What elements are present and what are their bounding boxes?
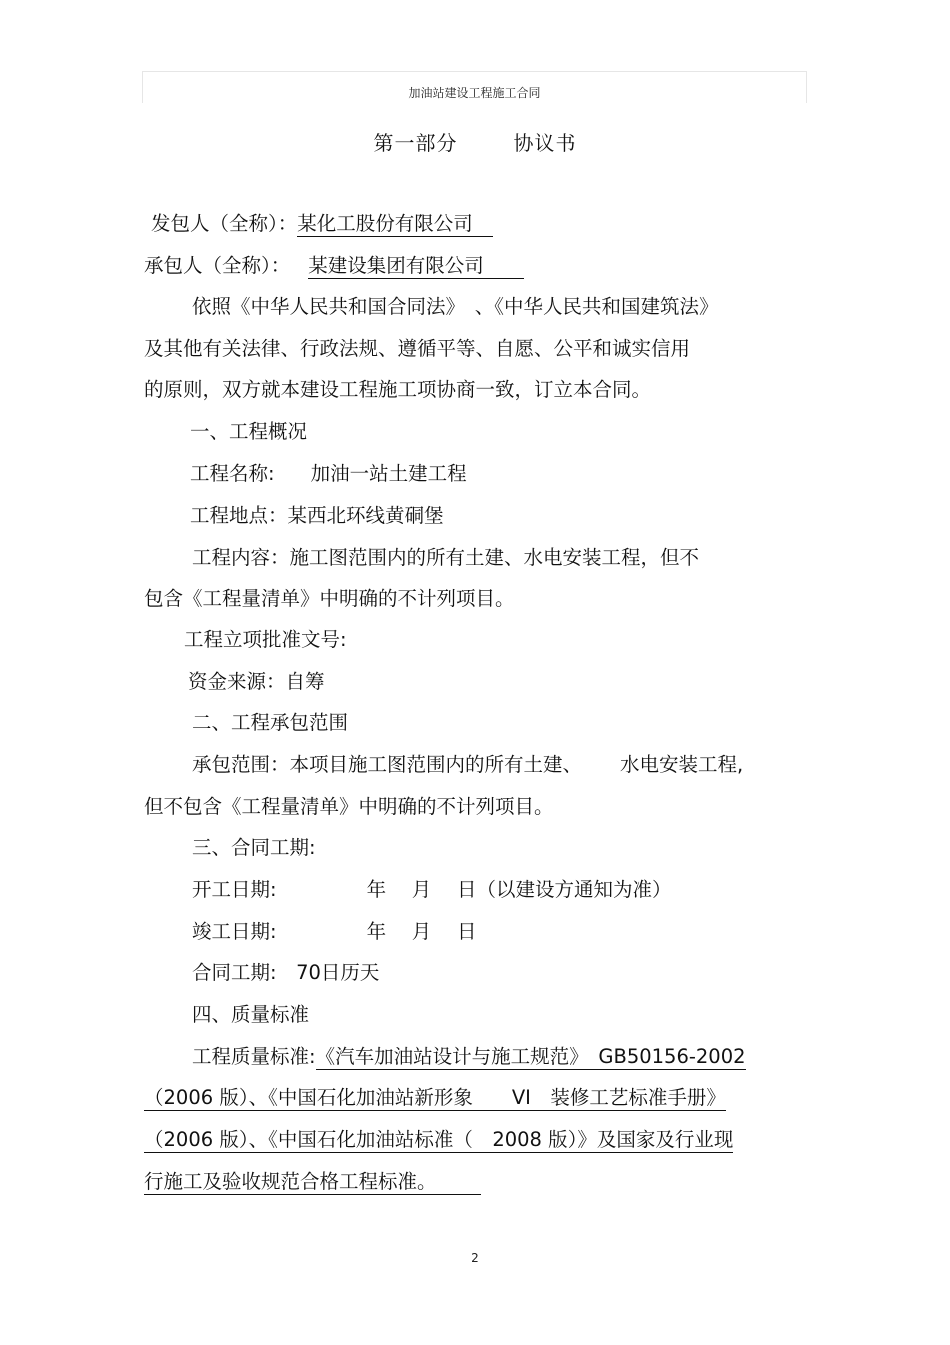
section2-heading: 二、工程承包范围	[192, 711, 349, 734]
contractor-label: 承包人（全称）：	[144, 254, 291, 277]
employer-line	[151, 211, 493, 237]
scope-line-1	[192, 752, 743, 778]
project-content-2: 包含《工程量清单》中明确的不计列项目。	[144, 587, 515, 610]
quality-label: 工程质量标准:	[192, 1045, 316, 1068]
title-part: 第一部分	[373, 131, 458, 155]
project-name-line	[190, 461, 467, 487]
project-location: 工程地点：某西北环线黄硐堡	[190, 504, 444, 527]
contract-duration: 合同工期: 70日历天	[192, 961, 380, 984]
quality-standard-2: （2006 版）、《中国石化加油站新形象 VI 装修工艺标准手册》	[144, 1086, 726, 1109]
contractor-name: 某建设集团有限公司	[308, 254, 524, 279]
funding-source: 资金来源：自筹	[188, 670, 325, 693]
page-title	[0, 127, 950, 156]
start-date-line	[192, 877, 671, 903]
project-name-label: 工程名称:	[190, 462, 275, 485]
section1-heading: 一、工程概况	[190, 420, 308, 443]
quality-line-3	[144, 1127, 733, 1153]
running-header: 加油站建设工程施工合同	[408, 86, 541, 100]
start-date-label: 开工日期:	[192, 878, 277, 901]
scope-part-a: 承包范围：本项目施工图范围内的所有土建、	[192, 753, 583, 776]
title-name: 协议书	[513, 131, 577, 155]
quality-standard-4: 行施工及验收规范合格工程标准。	[144, 1170, 481, 1195]
scope-line-2: 但不包含《工程量清单》中明确的不计列项目。	[144, 795, 554, 818]
end-date-line	[192, 919, 476, 945]
employer-name: 某化工股份有限公司	[297, 212, 493, 237]
project-content-1: 工程内容：施工图范围内的所有土建、水电安装工程，但不	[192, 546, 700, 569]
start-date-value: 年 月 日（以建设方通知为准）	[366, 878, 672, 901]
project-name-value: 加油一站土建工程	[310, 462, 467, 485]
scope-part-b: 水电安装工程,	[620, 753, 744, 776]
quality-line-1	[192, 1044, 746, 1070]
end-date-value: 年 月 日	[366, 920, 477, 943]
intro-line-1: 依照《中华人民共和国合同法》 、《中华人民共和国建筑法》	[192, 295, 719, 318]
employer-label: 发包人（全称）：	[151, 212, 298, 235]
quality-line-2	[144, 1085, 726, 1111]
quality-line-4	[144, 1169, 481, 1195]
intro-line-3: 的原则，双方就本建设工程施工项协商一致，订立本合同。	[144, 378, 652, 401]
approval-number: 工程立项批准文号:	[184, 628, 347, 651]
quality-standard-1: 《汽车加油站设计与施工规范》 GB50156-2002	[315, 1045, 746, 1068]
end-date-label: 竣工日期:	[192, 920, 277, 943]
quality-standard-3: （2006 版）、《中国石化加油站标准（ 2008 版）》及国家及行业现	[144, 1128, 734, 1151]
section4-heading: 四、质量标准	[192, 1003, 310, 1026]
section3-heading: 三、合同工期:	[192, 836, 316, 859]
page-number: 2	[471, 1251, 479, 1265]
intro-line-2: 及其他有关法律、行政法规、遵循平等、自愿、公平和诚实信用	[144, 337, 691, 360]
contractor-line	[144, 253, 524, 279]
